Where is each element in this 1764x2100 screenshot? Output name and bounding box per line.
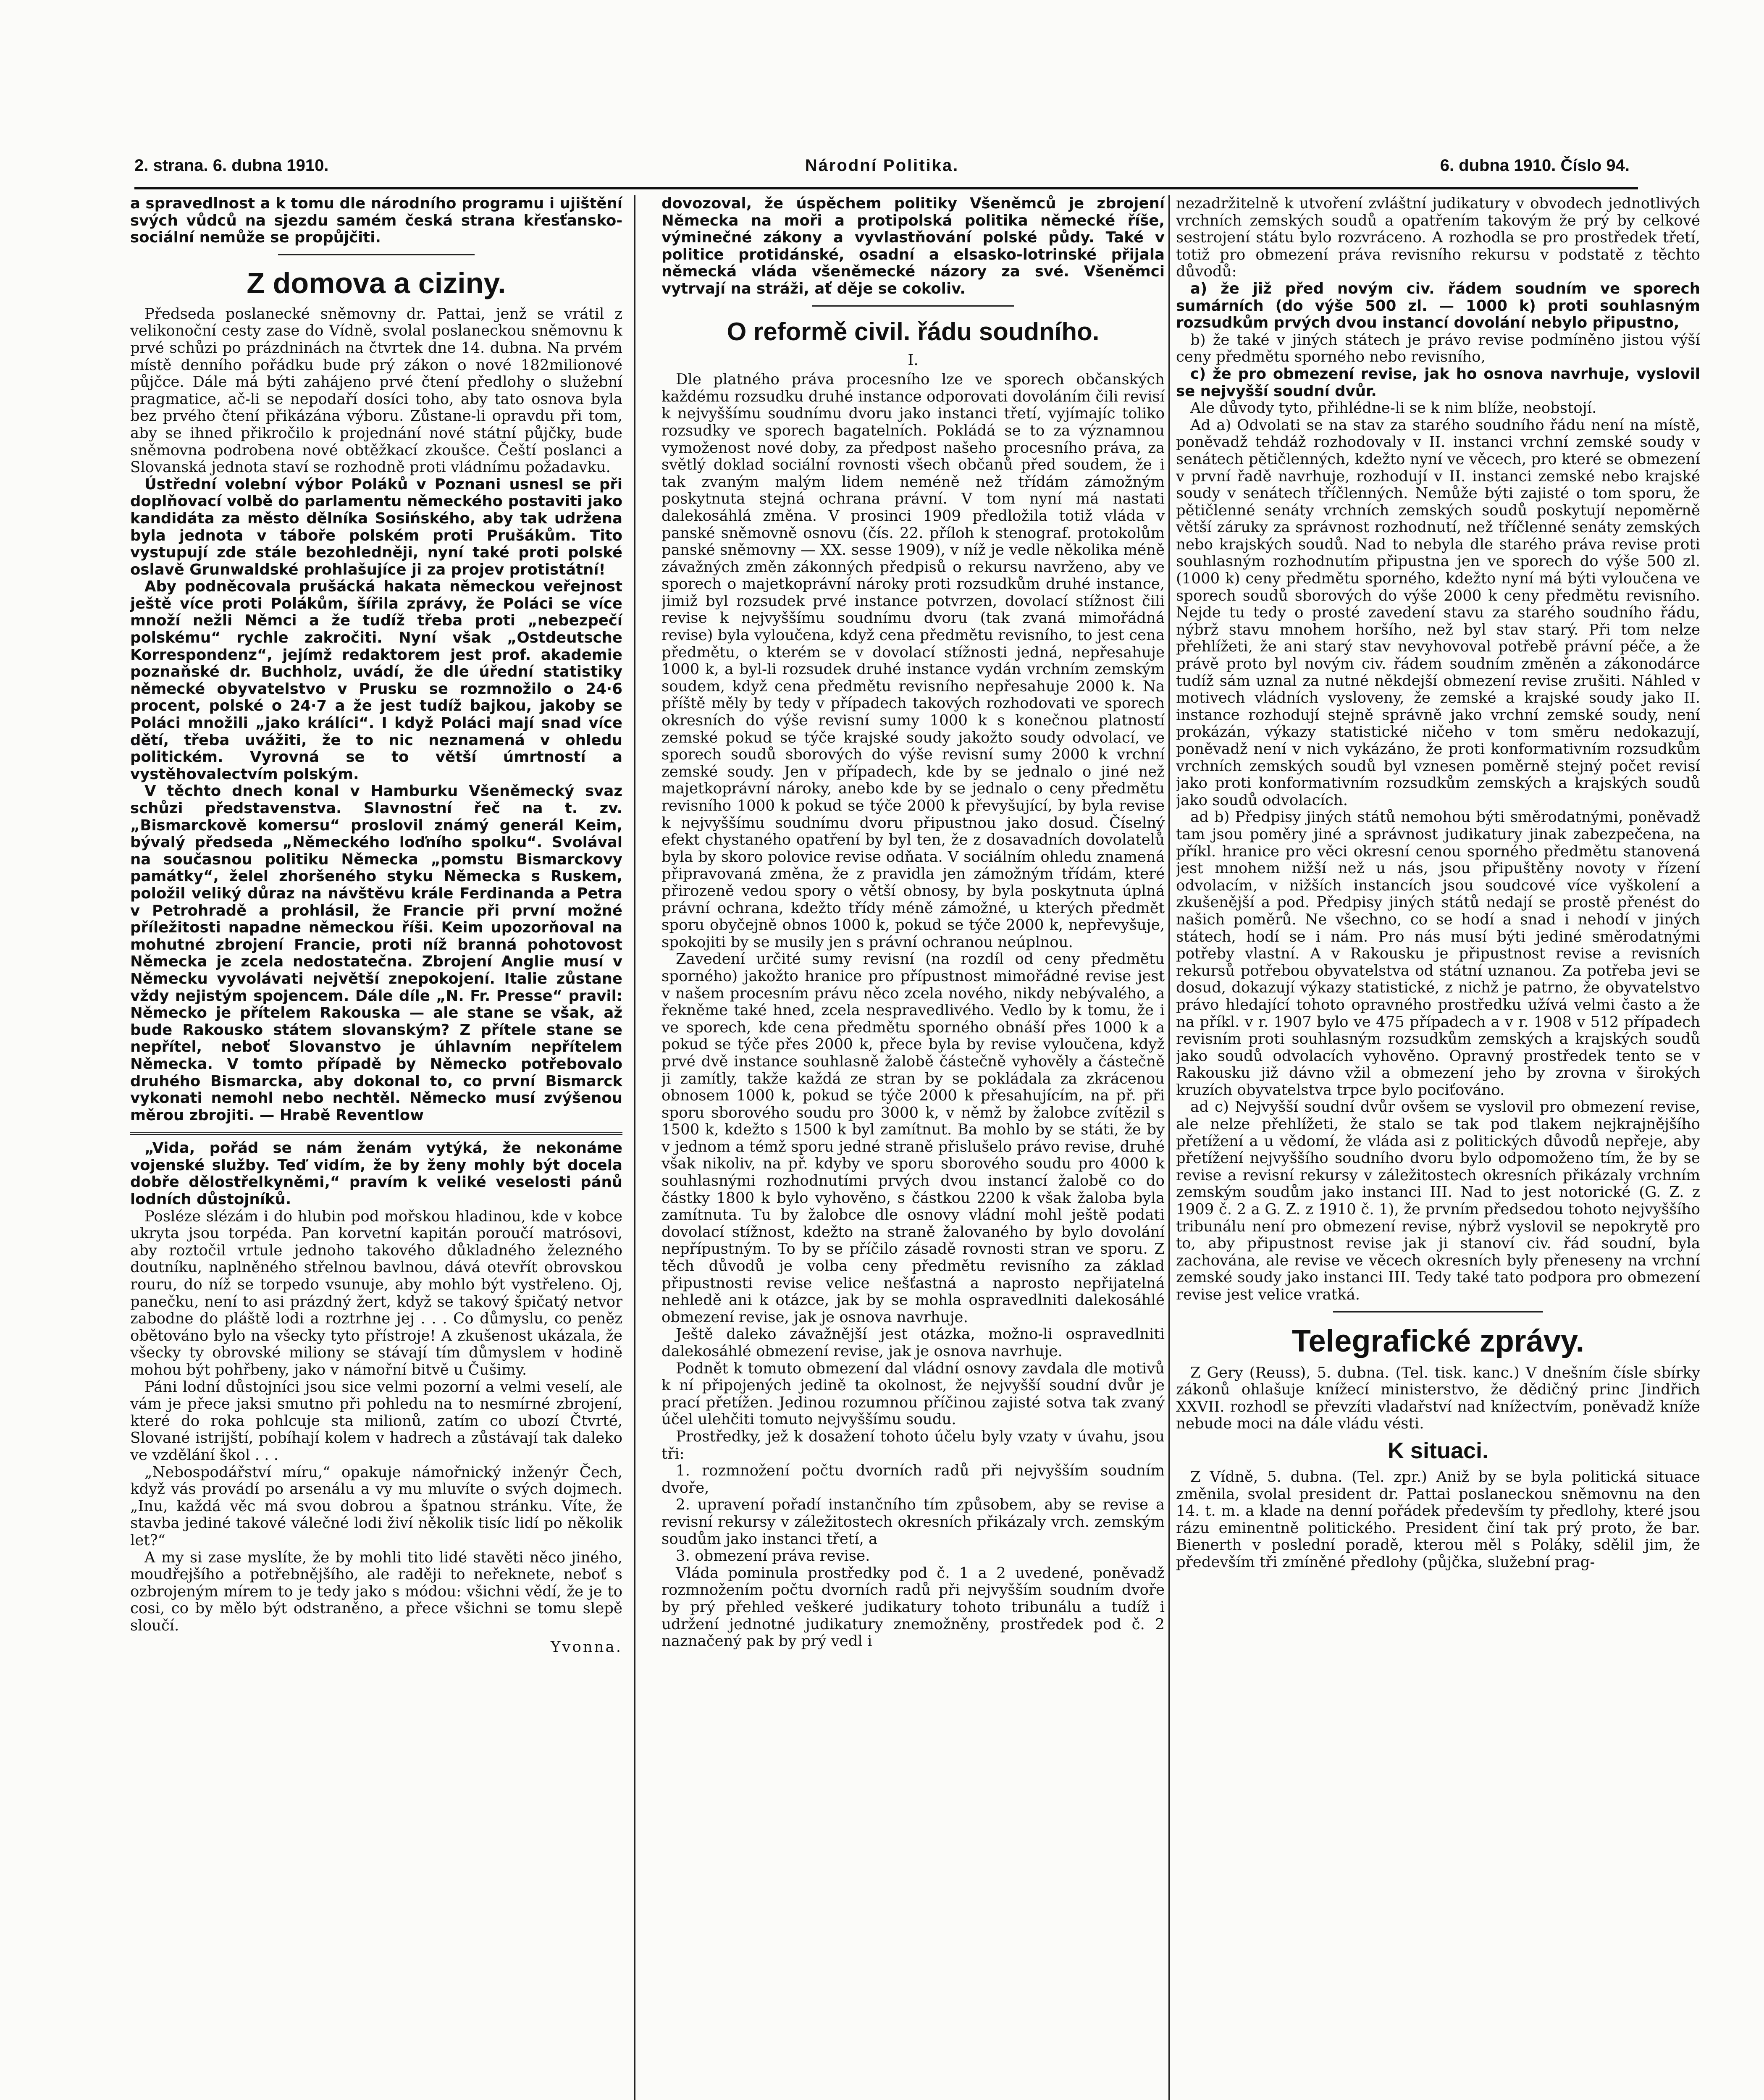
feuilleton-paragraph: „Nebospodářství míru,“ opakuje námořnický inženýr Čech, když vás provádí po arsenálu a vy mu mluvíte o svých dojmech. „Inu, každá věc má svou dobrou a špatnou stránku. Víte, že stavba jediné takové válečné lodi živí několik tisíc lidí po několik let?“ — [130, 1463, 622, 1549]
article-paragraph: ad b) Předpisy jiných států nemohou býti směrodatnými, poněvadž tam jsou poměry jiné a správnost judikatury jinak zabezpečena, na příkl. hranice pro věci okresní cenou sporného předmětu stanovená jest mnohem nižší než u nás, jsou připuštěny novoty v řízení odvolacím, v nižších instancích jsou soudcové více vyškolení a zkušenější a pod. Předpisy jiných států nedají se prostě přenést do našich poměrů. Ne všechno, co se hodí a snad i nehodí v jiných státech, hodí se i nám. Pro nás musí býti jediné směrodatnými potřeby vlastní. A v Rakousku je připustnost revise a revisních rekursů potřebou obyvatelstva od státní uznanou. Za potřeba jevi se dosud, dokazují výkazy statistické, z nichž je patrno, že obyvatelstvo právo hledající tohoto opravného prostředku užívá velmi často a že na příkl. v r. 1907 bylo ve 475 případech a v r. 1908 v 512 případech revisním proti souhlasným rozsudkům zemských a krajských soudů jako soudů odvolacích vyhověno. Opravný prostředek tento se v Rakousku již dávno vžil a obmezení jeho by zrovna v širokých kruzích obyvatelstva trpce bylo pociťováno. — [1176, 808, 1700, 1099]
page-header — [134, 156, 1630, 186]
section-number: I. — [908, 351, 919, 369]
newspaper-title: Národní Politika. — [805, 156, 959, 175]
feuilleton-paragraph: Páni lodní důstojníci jsou sice velmi pozorní a velmi veselí, ale vám je přece jaksi smutno při pohledu na to nesmírné zbrojení, které do roka pohlcuje sta milionů, zatím co ubozí Čtvrté, Slované istrijští, pobíhají kolem v hadrech a zůstávají tak daleko ve vzdělání škol . . . — [130, 1378, 622, 1464]
section-title-domestic: Z domova a ciziny. — [247, 266, 506, 299]
article-paragraph: Ještě daleko závažnější jest otázka, možno-li ospravedlniti dalekosáhlé obmezení revise, jak je osnova navrhuje. — [662, 1326, 1165, 1360]
header-rule — [134, 187, 1638, 189]
article-paragraph: Zavedení určité sumy revisní (na rozdíl od ceny předmětu sporného) jakožto hranice pro přípustnost mimořádné revise jest v našem procesním právu něco zcela nového, nikdy nebývalého, a řekněme také hned, zcela nespravedlivého. Vedlo by k tomu, že i ve sporech, kde cena předmětu sporného obnáší přes 1000 k a pokud se týče přes 2000 k, přece byla by revise vyloučena, když prvé dvě instance souhlasně žalobě částečně vyhověly a částečně ji zamítly, takže každá ze stran by se pokládala za zkrácenou obnosem 1000 k, pokud se týče 2000 k přesahujícím, na př. při sporu sborového soudu pro 3000 k, v němž by žalobce zvítězil s 1500 k, kdežto s 1500 k byl zamítnut. Ba mohlo by se státi, že by v jednom a témž sporu jedné straně přislušelo právo revise, druhé však nikoliv, na př. kdyby ve sporu sborového soudu pro 4000 k souhlasnými rozhodnutími prvých dvou instancí žalobě co do částky 1800 k bylo vyhověno, s částkou 2200 k však žaloba byla zamítnuta. Tu by žalobce dle osnovy vládní mohl ještě podati dovolací stížnost, kdežto na straně žalovaného by bylo dovolání nepřípustným. To by se příčilo zásadě rovnosti stran ve sporu. Z těch důvodů je volba ceny předmětu revisního za základ připustnosti revise velice nešťastná a naprosto nepřijatelná nehledě ani k otázce, jak by se mohla ospravedlniti dalekosáhlé obmezení revise, jak je osnova navrhuje. — [662, 950, 1165, 1326]
col2-intro: dovozoval, že úspěchem politiky Všeněmců je zbrojení Německa na moři a protipolská politika německé říše, výminečné zákony a vyvlastňování polské půdy. Také v politice protidánské, osadní a elsasko-lotrinské přijala německá vláda všeněmecké názory za své. Všeněmci vytrvají na stráži, ať děje se cokoliv. — [662, 195, 1165, 297]
news-item: Z Gery (Reuss), 5. dubna. (Tel. tisk. kanc.) V dnešním čísle sbírky zákonů ohlašuje knížecí ministerstvo, že dědičný princ Jindřich XXVII. rozhodl se převzíti vladařství nad knížectvím, poněvadž kníže nebude moci na dále vládu vésti. — [1176, 1364, 1700, 1433]
article-paragraph: Podnět k tomuto obmezení dal vládní osnovy zavdala dle motivů k ní připojených jedině ta okolnost, že nejvyšší soudní dvůr je prací přetížen. Jedinou rozumnou příčinou zajisté sotva tak zvaný účel ulehčiti tomuto nejvyššímu soudu. — [662, 1360, 1165, 1428]
article-paragraph: V těchto dnech konal v Hamburku Všeněmecký svaz schůzi představenstva. Slavnostní řeč na t. zv. „Bismarckově komersu“ proslovil známý generál Keim, bývalý předseda „Německého loďního spolku“. Svolával na současnou politiku Německa „pomstu Bismarckovy památky“, želel zhoršeného styku Německa s Ruskem, položil veliký důraz na návštěvu krále Ferdinanda a Petra v Petrohradě a prohlásil, že Francie při první možné příležitosti napadne německou říši. Keim upozorňoval na mohutné zbrojení Francie, proti níž branná pohotovost Německa je zcela nedostatečna. Zbrojení Anglie musí v Německu vyvolávati největší znepokojení. Italie zůstane vždy nejistým spojencem. Dále díle „N. Fr. Presse“ pravil: Německo je přítelem Rakouska — ale stane se však, až bude Rakousko státem slovanským? Z přítele stane se nepřítel, neboť Slovanstvo je úhlavním nepřítelem Německa. V tomto případě by Německo potřebovalo druhého Bismarcka, aby dokonal to, co první Bismarck vykonati nemohl nebo nechtěl. Německo musí zvýšenou měrou zbrojiti. — Hrabě Reventlow — [130, 782, 622, 1124]
list-item: 1. rozmnožení počtu dvorních radů při nejvyšším soudním dvoře, — [662, 1462, 1165, 1496]
column-3 — [1176, 195, 1700, 2100]
article-paragraph: Předseda poslanecké sněmovny dr. Pattai, jenž se vrátil z velikonoční cesty zase do Vídně, svolal poslaneckou sněmovnu k prvé schůzi po prázdninách na čtvrtek dne 14. dubna. Na prvém místě denního pořádku bude prý zákon o nové 182milionové půjčce. Dále má býti zahájeno prvé čtení předlohy o služební pragmatice, ač-li se nepodaří dosíci toho, aby tato osnova byla bez prvého čtení přikázána výboru. Zůstane-li opravdu při tom, aby se ihned přikročilo k projednání nové státní půjčky, bude sněmovna podrobena nové obtěžkací zkoušce. Čeští poslanci a Slovanská jednota staví se rozhodně proti vládnímu požadavku. — [130, 305, 622, 476]
separator — [278, 254, 475, 255]
article-paragraph: Aby podněcovala prušácká hakata německou veřejnost ještě více proti Polákům, šířila zprávy, že Poláci se více množí nežli Němci a že tudíž třeba proti „nebezpečí polskému“ rychle zakročiti. Nyní však „Ostdeutsche Korrespondenz“, jejímž redaktorem jest prof. akademie poznaňské dr. Buchholz, uvádí, že dle úřední statistiky německé obyvatelstvo v Prusku se rozmnožilo o 24·6 procent, polské o 24·7 a že jest tudíž bajkou, jakoby se Poláci množili „jako králíci“. I když Poláci mají snad více dětí, třeba uvážiti, že to nic neznamená v ohledu politickém. Vyrovná se to větší úmrtností a vystěhovalectvím polským. — [130, 578, 622, 783]
column-2 — [662, 195, 1165, 2100]
separator — [812, 305, 1013, 307]
column-divider-2 — [1168, 195, 1170, 2100]
feuilleton-rule — [130, 1132, 622, 1135]
list-item: 2. upravení pořadí instančního tím způsobem, aby se revise a revisní rekursy v záležitostech okresních přikázaly vrch. zemským soudům jako instanci třetí, a — [662, 1496, 1165, 1548]
article-paragraph: ad c) Nejvyšší soudní dvůr ovšem se vyslovil pro obmezení revise, ale nelze přehlížeti, že stalo se tak pod tlakem nejkrajnějšího přetížení a u vědomí, že vláda asi z politických důvodů nepřeje, aby přetížení nejvyššího soudního dvoru bylo odpomoženo tím, že by se revise a revisní rekursy v záležitostech okresních přikázaly vrchním zemským soudům jako instanci III. Nad to jest notorické (G. Z. z 1909 č. 2 a G. Z. z 1910 č. 1), že prvním předsedou tohoto nejvyššího tribunálu není pro obmezení revise, nýbrž vyslovil se nepokrytě pro to, aby připustnost revise jak ji stanoví civ. řád soudní, byla zachována, ale revise ve věcech okresních byly přeneseny na vrchní zemské soudy jako instanci III. Tedy také tato podpora pro obmezení revise jest velice vratká. — [1176, 1098, 1700, 1303]
list-item: c) že pro obmezení revise, jak ho osnova navrhuje, vyslovil se nejvyšší soudní dvůr. — [1176, 365, 1700, 400]
col3-intro: nezadržitelně k utvoření zvláštní judikatury v obvodech jednotlivých vrchních zemských soudů a opatřením takovým že prý by celkové sestrojení státu bylo rozvráceno. A rozhodla se pro prostředek třetí, totiž pro obmezení práva revisního rekursu v podstatě z těchto důvodů: — [1176, 195, 1700, 281]
article-paragraph: Prostředky, jež k dosažení tohoto účelu byly vzaty v úvahu, jsou tři: — [662, 1428, 1165, 1462]
column-1 — [130, 195, 622, 2100]
column-divider-1 — [634, 195, 635, 2100]
article-paragraph: Vláda pominula prostředky pod č. 1 a 2 uvedené, poněvadž rozmnožením počtu dvorních radů při nejvyšším soudním dvoře by prý přehled veškeré judikatury tohoto tribunálu a tudíž i udržení jednotné judikatury znemožněny, prostředek pod č. 2 naznačený pak by prý vedl i — [662, 1564, 1165, 1650]
article-paragraph: Ale důvody tyto, přihlédne-li se k nim blíže, neobstojí. — [1190, 399, 1597, 417]
feuilleton-paragraph: A my si zase myslíte, že by mohli tito lidé stavěti něco jiného, moudřejšího a potřebnějšího, ale raději to neřeknete, neboť s ozbrojeným mírem to je tedy jako s módou: všichni vědí, že je to cosi, co by mělo být odstraněno, a přece všichni se tomu slepě sloučí. — [130, 1549, 622, 1634]
section-title-reform: O reformě civil. řádu soudního. — [727, 317, 1100, 346]
section-title-situation: K situaci. — [1387, 1438, 1489, 1463]
separator — [1333, 1311, 1543, 1312]
section-title-telegraph: Telegrafické zprávy. — [1292, 1323, 1585, 1358]
header-date-left: 2. strana. 6. dubna 1910. — [134, 156, 329, 175]
news-item: Z Vídně, 5. dubna. (Tel. zpr.) Aniž by se byla politická situace změnila, svolal president dr. Pattai poslaneckou sněmovnu na den 14. t. m. a klade na denní pořádek především ty předlohy, které jsou rázu eminentně politického. President činí tak prý proto, že bar. Bienerth v poslední poradě, kterou měl s Poláky, sdělil jim, že především tři zmíněné předlohy (půjčka, služební prag- — [1176, 1468, 1700, 1571]
feuilleton-paragraph: Posléze slézám i do hlubin pod mořskou hladinou, kde v kobce ukryta jsou torpéda. Pan korvetní kapitán poroučí matrósovi, aby roztočil vrtule jednoho takového důkladného železného doutníku, naplněného střelnou bavlnou, dává otevřít obrovskou rouru, do níž se torpedo vsunuje, aby mohlo být vystřeleno. Oj, panečku, není to asi prázdný žert, když se takový špičatý netvor zabodne do pláště lodi a roztrhne jej . . . Co důmyslu, co peněz obětováno bylo na všecky tyto přístroje! A zkušenost ukázala, že všecky ty obrovské miliony se stávají tím důmyslem v hodině mohou být pohřbeny, jako v námořní bitvě u Čušimy. — [130, 1208, 622, 1378]
article-paragraph: Ad a) Odvolati se na stav za starého soudního řádu není na místě, poněvadž tehdáž rozhodovaly v II. instanci vrchní zemské soudy v senátech pětičlenných, kdežto nyní ve věcech, pro které se obmezení v první řadě navrhuje, rozhodují v II. instanci zemské nebo krajské soudy v senátech tříčlenných. Nemůže býti zajisté o tom sporu, že pětičlenné senáty vrchních zemských soudů poskytují nepoměrně větší záruky za správnost rozhodnutí, než tříčlenné senáty zemských nebo krajských soudů. Nad to nebyla dle starého práva revise proti souhlasným rozhodnutím připustna jen ve sporech do výše 500 zl. (1000 k) ceny předmětu sporného, kdežto nyní má býti vyloučena ve sporech soudů sborových do výše 2000 k ceny předmětu revisního. Nejde tu tedy o prosté zavedení stavu za starého soudního řádu, nýbrž stavu mnohem horšího, než byl stav starý. Při tom nelze přehlížeti, že ani starý stav nevyhovoval potřebě právní péče, a že právě proto byl novým civ. řádem soudním změněn a zákonodárce tudíž sám uznal za nutné někdejší obmezení revise zrušiti. Náhled v motivech vládních vysloveny, že zemské a krajské soudy jako II. instance rozhodují stejně správně jako vrchní zemské soudy, není prokázán, výkazy statistické ničeho v tom směru nedokazují, poněvadž není v nich vykázáno, že proti konformativním rozsudkům vrchních zemských soudů byl vznesen poměrně stejný počet revisí jako proti konformativním rozsudkům zemských a krajských soudů jako soudů odvolacích. — [1176, 416, 1700, 809]
list-item: a) že již před novým civ. řádem soudním ve sporech sumárních (do výše 500 zl. — 1000 k) proti souhlasným rozsudkům prvých dvou instancí dovolání nebylo připustno, — [1176, 280, 1700, 332]
article-paragraph: Ústřední volební výbor Poláků v Poznani usnesl se při doplňovací volbě do parlamentu německého postaviti jako kandidáta za město dělníka Sosińského, aby tak udržena byla jednota v táboře polském proti Prušákům. Tito vystupují zde stále bezohledněji, nyní také proti polské oslavě Grunwaldské prohlašujíce ji za projev protistátní! — [130, 475, 622, 578]
list-item: 3. obmezení práva revise. — [676, 1547, 870, 1565]
author-signature: Yvonna. — [550, 1638, 622, 1656]
article-paragraph: Dle platného práva procesního lze ve sporech občanských každému rozsudku druhé instance odporovati dovoláním čili revisí k nejvyššímu soudnímu dvoru jako instanci třetí, vyjímajíc toliko rozsudky ve sporech bagatelních. Pokládá se to za významnou vymoženost nové doby, za předpost našeho procesního práva, za světlý doklad sociální rovnosti všech občanů před soudem, že i tak zvaným malým lidem neméně než třídám zámožným poskytnuta stejná ochrana právní. V tom nyní má nastati dalekosáhlá změna. V prosinci 1909 předložila totiž vláda v panské sněmovně osnovu (čís. 22. příloh k stenograf. protokolům panské sněmovny — XX. sesse 1909), v níž je vedle několika méně závažných změn zákonných předpisů o rekursu navrženo, aby ve sporech o majetkoprávní nároky proti rozsudkům druhé instance, jimiž byl rozsudek prvé instance potvrzen, dovolací stížnost čili revise k nejvyššímu soudnímu dvoru (tak zvaná mimořádná revise) byla vyloučena, když cena předmětu revisního, to jest cena předmětu, o kterém se v dovolací stížnosti jedná, nepřesahuje 1000 k, a byl-li rozsudek druhé instance vydán vrchním zemským soudem, když cena předmětu revisního nepřesahuje 2000 k. Na příště měly by tedy v případech takových rozhodovati ve sporech okresních do výše revisní sumy 1000 k s konečnou platností zemské pokud se týče krajské soudy jakožto soudy odvolací, ve sporech soudů sborových do výše revisní sumy 2000 k vrchní zemské soudy. Jen v případech, kde by se jednalo o jiné než majetkoprávní nároky, anebo kde by se jednalo o ceny předmětu revisního 1000 k pokud se týče 2000 k převyšující, by byla revise k nejvyššímu soudnímu dvoru připustnou jako dosud. Číselný efekt chystaného opatření by byl ten, že z dosavadních dovolatelů byla by skoro polovice revise odňata. V sociálním ohledu znamená připravovaná změna, že z pravidla jen zámožným třídám, které přirozeně vedou spory o větší obnosy, by byla poskytnuta úplná právní ochrana, kdežto třídy méně zámožné, u kterých předmět sporu obyčejně obnos 1000 k, pokud se týče 2000 k, nepřevyšuje, spokojiti by se musily jen s právní ochranou neúplnou. — [662, 371, 1165, 951]
header-issue: 6. dubna 1910. Číslo 94. — [1440, 156, 1630, 175]
list-item: b) že také v jiných státech je právo revise podmíněno jistou výší ceny předmětu sporného nebo revisního, — [1176, 331, 1700, 366]
col1-intro: a spravedlnost a k tomu dle národního programu i ujištění svých vůdců na sjezdu samém česká strana křesťansko-sociální nemůže se propůjčiti. — [130, 195, 622, 247]
feuilleton-paragraph: „Vida, pořád se nám ženám vytýká, že nekonáme vojenské služby. Teď vidím, že by ženy mohly být docela dobře dělostřelkyněmi,“ pravím k veliké veselosti pánů lodních důstojníků. — [130, 1139, 622, 1208]
